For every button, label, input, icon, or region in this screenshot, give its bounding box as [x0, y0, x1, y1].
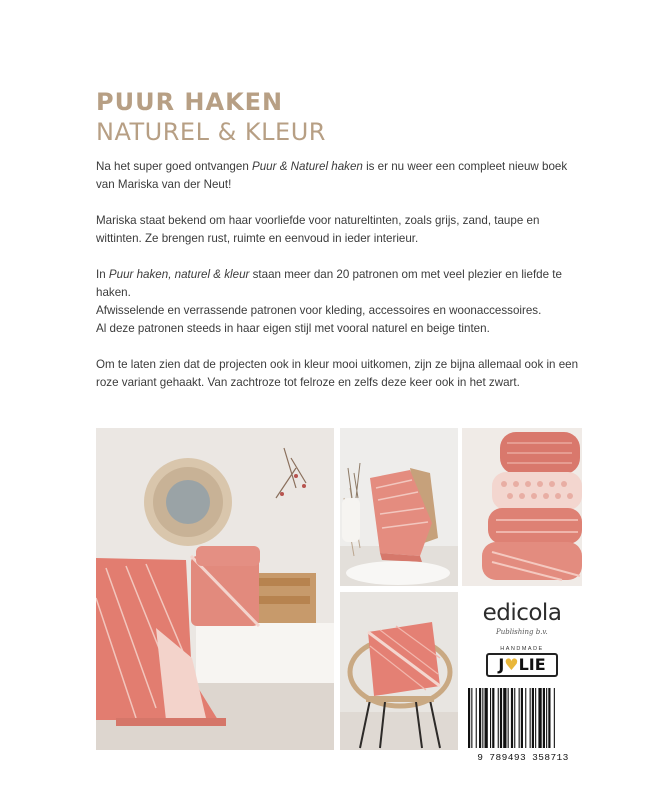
heart-icon: ♥	[504, 655, 519, 674]
blurb-paragraph-1: Na het super goed ontvangen Puur & Naturel haken is er nu weer een compleet nieuw boek van Mariska van der Neut!	[96, 160, 568, 191]
photo-chair-throw	[340, 428, 458, 586]
photo-sofa-blanket	[96, 428, 334, 750]
blurb-paragraph-2: Mariska staat bekend om haar voorliefde voor natureltinten, zoals grijs, zand, taupe en wittinten. Ze brengen rust, ruimte en eenvoud in ieder interieur.	[96, 214, 540, 245]
blurb-paragraph-3: In Puur haken, naturel & kleur staan meer dan 20 patronen om met veel plezier en liefde te haken.	[96, 268, 562, 299]
blurb-paragraph-5: Al deze patronen steeds in haar eigen stijl met vooral naturel en beige tinten.	[96, 322, 490, 335]
isbn-barcode	[464, 688, 582, 750]
isbn-number: 9 789493 358713	[477, 752, 569, 763]
blurb-paragraph-6: Om te laten zien dat de projecten ook in kleur mooi uitkomen, zijn ze bijna allemaal ook in een roze variant gehaakt. Van zachtroze tot felroze en zelfs deze keer ook in het zwart.	[96, 358, 579, 389]
blurb	[96, 158, 582, 410]
book-title-line1: PUUR HAKEN	[96, 88, 284, 116]
photo-pillow-stack	[462, 428, 582, 586]
photo-cushion-chair	[340, 592, 458, 750]
edicola-logo: edicola	[482, 600, 562, 626]
jolie-logo-tagline: HANDMADE	[500, 646, 544, 652]
book-title-line2: NATUREL & KLEUR	[96, 118, 326, 146]
edicola-logo-subtitle: Publishing b.v.	[496, 628, 548, 636]
jolie-logo: J♥LIE	[486, 653, 558, 677]
blurb-paragraph-4: Afwisselende en verrassende patronen voor kleding, accessoires en woonaccessoires.	[96, 304, 542, 317]
